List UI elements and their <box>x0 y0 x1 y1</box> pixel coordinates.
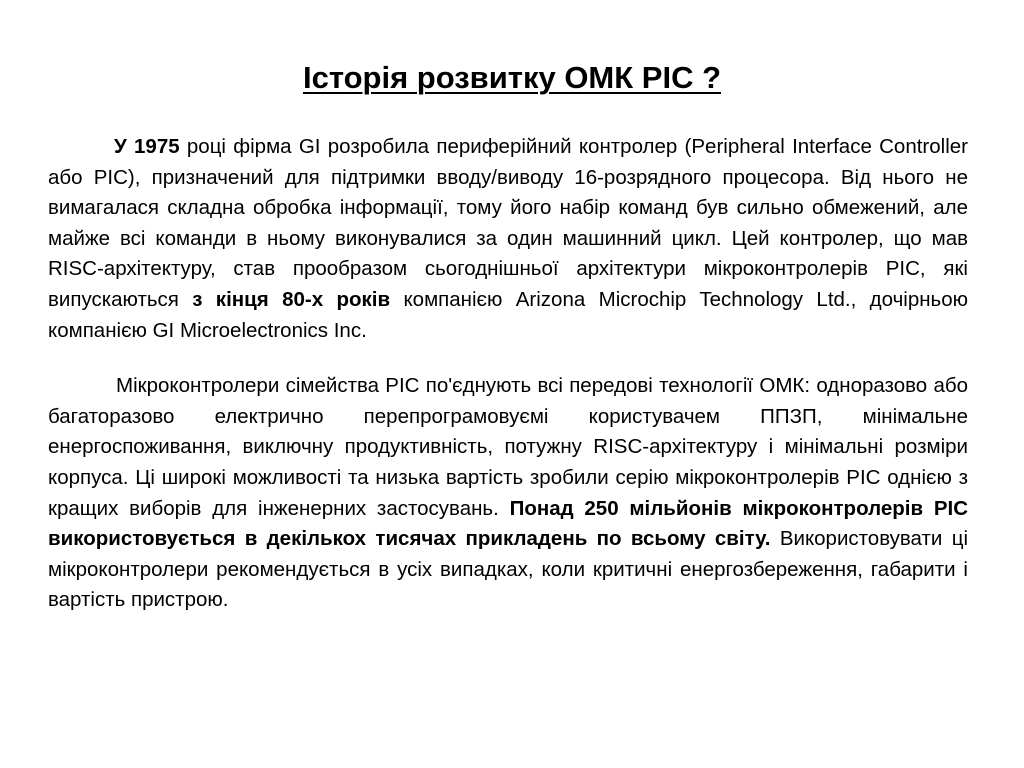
slide-body <box>48 132 968 616</box>
paragraph-features-text-a: Мікроконтролери сімейства PIC по'єднують всі передові технології ОМК: одноразово або багаторазово електрично перепрограмовуємі користувачем ППЗП, мінімальне енергоспоживання, виключну продуктивність, потужну RISC-архітектуру і мінімальні розміри корпуса. Ці широкі можливості та низька вартість зробили серію мікроконтролерів PIC однією з кращих виборів для інженерних застосувань. <box>48 374 968 520</box>
paragraph-history-text-b: компанією Arizona Microchip Technology Ltd., дочірньою компанією GI Microelectronics Inc. <box>48 287 969 342</box>
period-highlight: з кінця 80-х років <box>192 287 391 311</box>
paragraph-features <box>48 371 968 616</box>
usage-highlight: Понад 250 мільйонів мікроконтролерів PIC використовується в декількох тисячах прикладень по всьому світу. <box>48 496 968 551</box>
slide-title: Історія розвитку ОМК PIC ? <box>302 60 722 95</box>
paragraph-history-text-a: році фірма GI розробила периферійний контролер (Peripheral Interface Controller або PIC), призначений для підтримки вводу/виводу 16-розрядного процесора. Від нього не вимагалася складна обробка інформації, тому його набір команд був сильно обмежений, але майже всі команди в ньому виконувалися за один машинний цикл. Цей контролер, що мав RISC-архітектуру, став прообразом сьогоднішньої архітектури мікроконтролерів PIC, які випускаються <box>48 135 968 311</box>
year-highlight: У 1975 <box>114 135 180 158</box>
paragraph-features-text-b: Використовувати ці мікроконтролери рекомендується в усіх випадках, коли критичні енергозбереження, габарити і вартість пристрою. <box>48 527 968 612</box>
paragraph-history <box>48 132 968 346</box>
